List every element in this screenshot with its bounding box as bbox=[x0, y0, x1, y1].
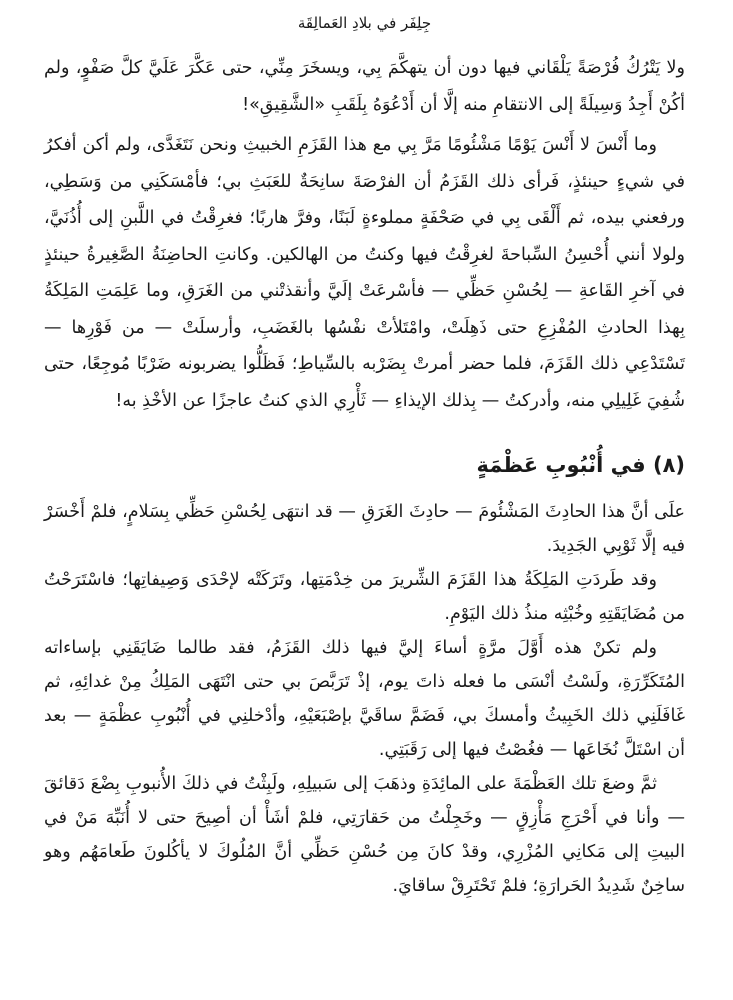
paragraph: وقد طَردَتِ المَلِكَةُ هذا القَزَمَ الشِّريرَ من خِدْمَتِها، وتَرَكَتْه لإحْدَى وَصِيفاتِها؛ فاسْتَرَحْتُ من مُضَايَقَتِهِ وخُبْثِه منذُ ذلك اليَوْمِ. bbox=[44, 570, 685, 624]
running-header: جِلِفَر في بلادِ العَمالِقَة bbox=[297, 14, 432, 32]
paragraph: ولا يَتْرُكُ فُرْصَةً يَلْقَاني فيها دون أن يتهكَّمَ بِي، ويسخَرَ مِنِّي، حتى عَكَّرَ عَلَيَّ كلَّ صَفْوٍ، ولم أكُنْ أَجِدُ وَسِيلَةً إلى الانتقامِ منه إلَّا أن أَدْعُوَهُ بِلَقَبِ «الشَّقِيقِ»! bbox=[44, 58, 685, 115]
section-previous-story bbox=[44, 50, 685, 419]
paragraph: ولم تكنْ هذه أَوَّلَ مرَّةٍ أساءَ إليَّ فيها ذلك القَزَمُ، فقد طالما ضَايَقَنِي بإساءاته المُتَكَرِّرَةِ، ولَسْتُ أنْسَى ما فعله ذاتَ يوم، إذْ تَرَبَّصَ بي حتى انْتَهَى المَلِكُ مِنْ غدائِهِ، ثم غَافَلَنِي ذلك الخَبِيثُ وأمسكَ بي، فَضَمَّ ساقَيَّ بإصْبَعَيْهِ، وأدْخلنِي في أُنْبُوبِ عظْمَةٍ — بعد أن اسْتَلَّ نُخَاعَها — فغُصْتُ فيها إلى رَقَبَتِي. bbox=[44, 638, 685, 760]
paragraph: وما أَنْسَ لا أَنْسَ يَوْمًا مَشْئُومًا مَرَّ بِي مع هذا القَزَمِ الخبيثِ ونحن نَتَغَدَّى، ولم أكن أفكرُ في شيءٍ حينئذٍ، فَرأى ذلك القَزَمُ أن الفرْصَةَ سانِحَةٌ للعَبَثِ بي؛ فأمْسَكَنِي من وَسَطِي، ورفعني بيده، ثم أَلْقَى بِي في صَحْفَةٍ مملوءةٍ لَبَنًا، وفرَّ هاربًا؛ فغرِقْتُ في اللَّبنِ إلى أُذُنَيَّ، ولولا أنني أُحْسِنُ السِّباحةَ لغرِقْتُ فيها وكنتُ من الهالكين. وكانتِ الحاضِنَةُ الصَّغِيرةُ حينئذٍ في آخرِ القَاعةِ — لِحُسْنِ حَظِّي — فأسْرعَتْ إلَيَّ وأنقذتْني من الغَرَقِ، وما عَلِمَتِ المَلِكَةُ بِهذا الحادثِ المُفْزِعِ حتى ذَهِلَتْ، وامْتَلأتْ نفْسُها بالغَضَبِ، وأرسلَتْ — من فَوْرِها — تَسْتَدْعِي ذلك القَزَمَ، فلما حضر أمرتْ بِضَرْبه بالسِّياطِ؛ فَظَلُّوا يضربونه ضَرْبًا مُوجِعًا، حتى شُفِيَ غَلِيلِي منه، وأدركتُ — بِذلك الإيذاءِ — ثَأْرِي الذي كنتُ عاجزًا عن الأخْذِ به! bbox=[44, 135, 685, 411]
chapter-heading: (٨) في أُنْبُوبِ عَظْمَةٍ bbox=[476, 453, 685, 477]
section-chapter-8 bbox=[44, 495, 685, 903]
paragraph: علَى أنَّ هذا الحادِثَ المَشْئُومَ — حادِثَ الغَرَقِ — قد انتهَى لِحُسْنِ حَظِّي بِسَلامٍ، فلمْ أَخْسَرْ فيه إلَّا ثَوْبِي الجَدِيدَ. bbox=[44, 502, 685, 556]
paragraph: ثمَّ وضعَ تلك العَظْمَةَ على المائِدَةِ وذهَبَ إلى سَبيلِهِ، ولَبِثْتُ في ذلكَ الأُنبوبِ بِضْعَ دَقائقَ — وأنا في أَحْرَجِ مَأْزِقٍ — وخَجِلْتُ من حَقارَتِي، فلمْ أشَأْ أن أصِيحَ حتى لا أُنَبِّهَ مَنْ في البيتِ إلى مَكانِي المُزْرِي، وقدْ كانَ مِن حُسْنِ حَظِّي أنَّ المُلُوكَ لا يأكُلونَ طَعامَهُم وهو ساخِنٌ شَدِيدُ الحَرارَةِ؛ فلمْ تَحْتَرِقْ ساقايَ. bbox=[44, 774, 685, 896]
